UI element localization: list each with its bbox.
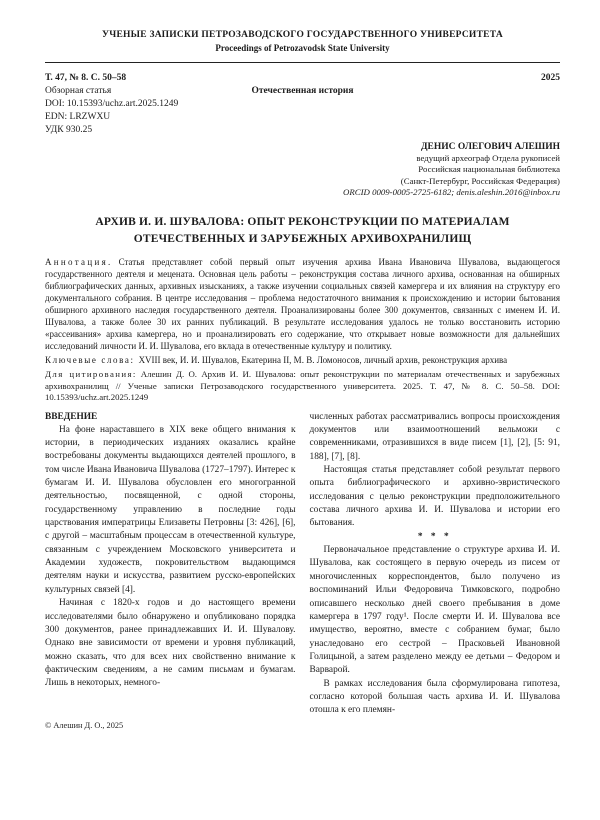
paragraph: Первоначальное представление о структуре архива И. И. Шувалова, как состоящего в первую очередь из писем от многочисленных корреспондентов, было получено из воспоминаний Ильи Федоровича Тимковского, подробно описавшего несколько дней своего пребывания в доме камергера в 1797 году¹. После смерти И. И. Шувалова все имущество, вероятно, вместе с собранием бумаг, было унаследовано его сестрой – Прасковьей Ивановной Голицыной, а затем разделено между ее детьми – Федором и Варварой. [309,545,560,676]
keywords [45,354,560,366]
citation-label: Для цитирования: [45,369,137,380]
citation [45,369,560,404]
article-title: АРХИВ И. И. ШУВАЛОВА: ОПЫТ РЕКОНСТРУКЦИИ ПО МАТЕРИАЛАМ ОТЕЧЕСТВЕННЫХ И ЗАРУБЕЖНЫХ АРХИВОХРАНИЛИЩ [95,216,510,245]
author-affiliation: Российская национальная библиотека [418,164,560,175]
author-block [45,141,560,198]
abstract-label: Аннотация. [45,257,113,268]
paragraph: В рамках исследования была сформулирована гипотеза, согласно которой большая часть архива И. И. Шувалова отошла к его племян- [309,678,560,716]
column-left [45,411,296,718]
author-position: ведущий археограф Отдела рукописей [416,153,560,163]
journal-title-ru: УЧЕНЫЕ ЗАПИСКИ ПЕТРОЗАВОДСКОГО ГОСУДАРСТВЕННОГО УНИВЕРСИТЕТА [102,30,503,40]
copyright-notice: © Алешин Д. О., 2025 [45,720,124,730]
keywords-label: Ключевые слова: [45,355,135,366]
volume-pages: Т. 47, № 8. С. 50–58 [45,73,127,83]
journal-header [45,30,560,63]
edn-line: EDN: LRZWXU [45,112,111,122]
abstract [45,256,560,352]
citation-text: Алешин Д. О. Архив И. И. Шувалова: опыт реконструкции по материалам отечественных и зарубежных архивохранилищ // Ученые записки Петрозаводского государственного университета. 2025. Т. 47, № 8. С. 50–58. DOI: 10.15393/uchz.art.2025.1249 [45,369,560,403]
issue-year: 2025 [541,73,560,83]
paragraph: На фоне нараставшего в XIX веке общего внимания к истории, в периодических изданиях оказались крайне востребованы документы выдающихся деятелей прошлого, в том числе Ивана Ивановича Шувалова (1727–1797). Интерес к бумагам И. И. Шувалова обусловлен его многогранной деятельностью, посвященной, с одной стороны, государственному управлению в последние годы царствования императрицы Елизаветы Петровны [3: 426], [6], с другой – масштабным процессам в отечественной культуре, связанным с учреждением Московского университета и Академии художеств, покровительством выдающимся деятелям науки и искусства, развитием русско-европейских культурных связей [4]. [45,424,296,595]
author-location: (Санкт-Петербург, Российская Федерация) [400,175,560,186]
paragraph: численных работах рассматривались вопросы происхождения документов или взаимоотношений вельможи с современниками, отразившихся в виде писем [1], [2], [5: 91, 188], [7], [8]. [309,411,560,462]
article-type-row [45,85,560,98]
paragraph: Настоящая статья представляет собой результат первого опыта библиографического и архивно-эвристического исследования с целью реконструкции предположительного состава личного архива И. И. Шувалова и истории его бытования. [309,465,560,529]
abstract-text: Статья представляет собой первый опыт изучения архива Ивана Ивановича Шувалова, выдающегося государственного деятеля и мецената. Основная цель работы – реконструкция состава личного архива, основанная на обширных библиографических данных, архивных изысканиях, а также изучении социальных связей камергера и их влияния на структуру его документального собрания. В центре исследования – проблема недостаточного внимания к происхождению и истории бытования обширного архивного наследия государственного деятеля. Проанализированы более 300 документов, связанных с именем И. И. Шувалова, а также более 30 их ранних публикаций. В результате исследования удалось не только восстановить историю «рассеивания» архива камергера, но и проанализировать его содержание, что открывает новые возможности для дальнейших исследований личности И. И. Шувалова, его вклада в отечественные культуру и политику. [45,257,560,352]
issue-meta-row [45,72,560,85]
asterisk-separator: * * * [417,531,452,542]
body-columns [45,411,560,718]
udc-line: УДК 930.25 [45,125,93,135]
journal-title-en: Proceedings of Petrozavodsk State University [215,43,390,53]
author-name: ДЕНИС ОЛЕГОВИЧ АЛЕШИН [421,142,560,152]
section-heading-introduction: ВВЕДЕНИЕ [45,411,98,422]
journal-section: Отечественная история [251,86,354,96]
paragraph: Начиная с 1820-х годов и до настоящего времени исследователями было обнаружено и опубликовано порядка 300 документов, ранее принадлежавших И. И. Шувалову. Однако вне зависимости от времени и уровня публикаций, можно сказать, что для всех них свойственно внимание к фактическим сведениям, а не самим письмам и бумагам. Лишь в некоторых, немного- [45,598,296,689]
header-rule [45,62,560,63]
doi-line: DOI: 10.15393/uchz.art.2025.1249 [45,99,179,109]
article-type: Обзорная статья [45,86,112,96]
column-right [310,411,561,718]
author-orcid-email: ORCID 0009-0005-2725-6182; denis.aleshin.2016@inbox.ru [343,186,560,197]
keywords-text: XVIII век, И. И. Шувалов, Екатерина II, М. В. Ломоносов, личный архив, реконструкция архива [138,355,508,366]
